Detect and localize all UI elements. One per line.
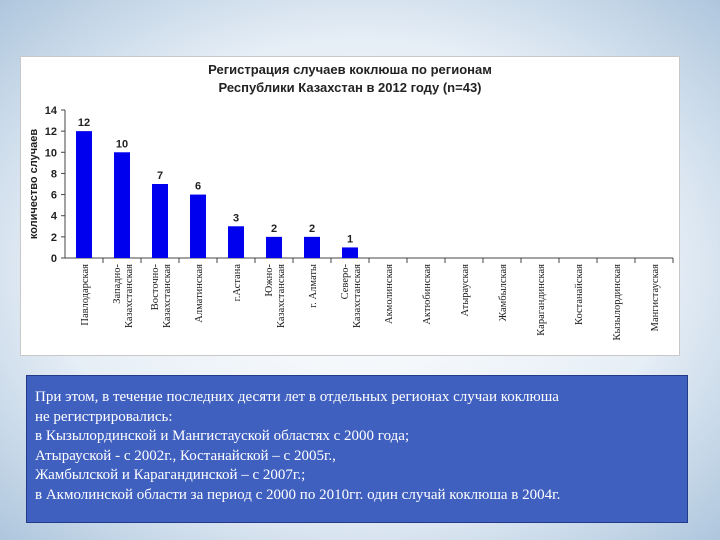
bar bbox=[266, 237, 282, 258]
x-tick-label bbox=[112, 264, 135, 329]
x-tick-label-line: Южно- bbox=[264, 264, 275, 297]
x-tick-label bbox=[460, 264, 471, 317]
bar bbox=[114, 152, 130, 258]
info-text-line-5: Жамбылской и Карагандинской – с 2007г.; bbox=[35, 467, 306, 483]
chart-title-line-2: Республики Казахстан в 2012 году (n=43) bbox=[218, 80, 482, 95]
info-text-line-4: Атырауской - с 2002г., Костанайской – с 2005г., bbox=[35, 447, 336, 464]
y-tick-label: 4 bbox=[50, 210, 57, 223]
y-tick-label: 2 bbox=[50, 231, 57, 244]
chart-frame bbox=[20, 56, 680, 356]
data-label: 1 bbox=[346, 233, 354, 246]
x-tick-label bbox=[612, 264, 623, 341]
chart-title-line-1: Регистрация случаев коклюша по регионам bbox=[208, 62, 492, 77]
y-tick-label: 6 bbox=[50, 189, 57, 202]
x-tick-label-line: Атырауская bbox=[460, 264, 471, 317]
x-tick-label-line: Актюбинская bbox=[422, 264, 433, 325]
x-tick-label bbox=[384, 264, 395, 324]
x-tick-label-line: Акмолинская bbox=[384, 264, 395, 325]
info-text-box bbox=[26, 375, 688, 523]
bar-chart bbox=[21, 57, 681, 357]
data-label: 3 bbox=[232, 212, 240, 225]
x-tick-label bbox=[650, 264, 661, 332]
x-tick-label-line: Казахстанская bbox=[124, 264, 135, 329]
data-label: 6 bbox=[194, 180, 202, 193]
x-tick-label bbox=[574, 264, 585, 325]
y-tick-label: 0 bbox=[50, 253, 57, 265]
x-tick-label bbox=[340, 264, 363, 329]
info-text-line-1: При этом, в течение последних десяти лет в отдельных регионах случаи коклюша bbox=[35, 389, 559, 405]
bar bbox=[152, 184, 168, 258]
y-tick-label: 12 bbox=[44, 126, 57, 139]
x-tick-label-line: Павлодарская bbox=[80, 264, 91, 326]
x-tick-label bbox=[150, 264, 173, 329]
y-tick-label: 14 bbox=[44, 105, 57, 117]
bar bbox=[76, 131, 92, 258]
x-tick-label-line: Северо- bbox=[340, 264, 351, 300]
x-tick-label bbox=[80, 264, 91, 326]
x-tick-label bbox=[422, 264, 433, 325]
data-label: 7 bbox=[156, 170, 164, 182]
y-tick-label: 8 bbox=[50, 168, 57, 181]
x-tick-label bbox=[498, 264, 509, 321]
bar bbox=[190, 195, 206, 258]
bar bbox=[228, 226, 244, 258]
x-tick-label-line: Карагандинская bbox=[536, 264, 547, 336]
info-text-line-2: не регистрировались: bbox=[35, 408, 173, 425]
x-tick-label-line: Казахстанская bbox=[352, 264, 363, 329]
data-label: 2 bbox=[270, 222, 278, 235]
x-tick-label bbox=[232, 264, 243, 302]
x-tick-label bbox=[194, 264, 205, 323]
x-tick-label-line: г.Астана bbox=[232, 264, 243, 302]
y-tick-label: 10 bbox=[44, 147, 57, 160]
y-axis-label: количество случаев bbox=[28, 128, 40, 240]
x-tick-label-line: Западно- bbox=[112, 264, 123, 304]
data-label: 10 bbox=[115, 138, 129, 151]
data-label: 12 bbox=[77, 117, 91, 130]
x-tick-label bbox=[536, 264, 547, 336]
x-tick-label bbox=[308, 264, 319, 308]
info-text-line-6: в Акмолинской области за период с 2000 по 2010гг. один случай коклюша в 2004г. bbox=[35, 486, 561, 503]
x-tick-label-line: Мангистауская bbox=[650, 264, 661, 332]
info-text-line-3: в Кызылординской и Мангистауской областях с 2000 года; bbox=[35, 428, 410, 444]
data-label: 2 bbox=[308, 222, 316, 235]
x-tick-label bbox=[264, 264, 287, 329]
x-tick-label-line: г. Алматы bbox=[308, 264, 319, 308]
x-tick-label-line: Восточно- bbox=[150, 264, 161, 311]
bar bbox=[304, 237, 320, 258]
bar bbox=[342, 247, 358, 258]
x-tick-label-line: Кызылординская bbox=[612, 264, 623, 341]
x-tick-label-line: Алматинская bbox=[194, 264, 205, 323]
x-tick-label-line: Казахстанская bbox=[162, 264, 173, 329]
x-tick-label-line: Жамбылская bbox=[498, 264, 509, 322]
x-tick-label-line: Костанайская bbox=[574, 264, 585, 326]
x-tick-label-line: Казахстанская bbox=[276, 264, 287, 329]
